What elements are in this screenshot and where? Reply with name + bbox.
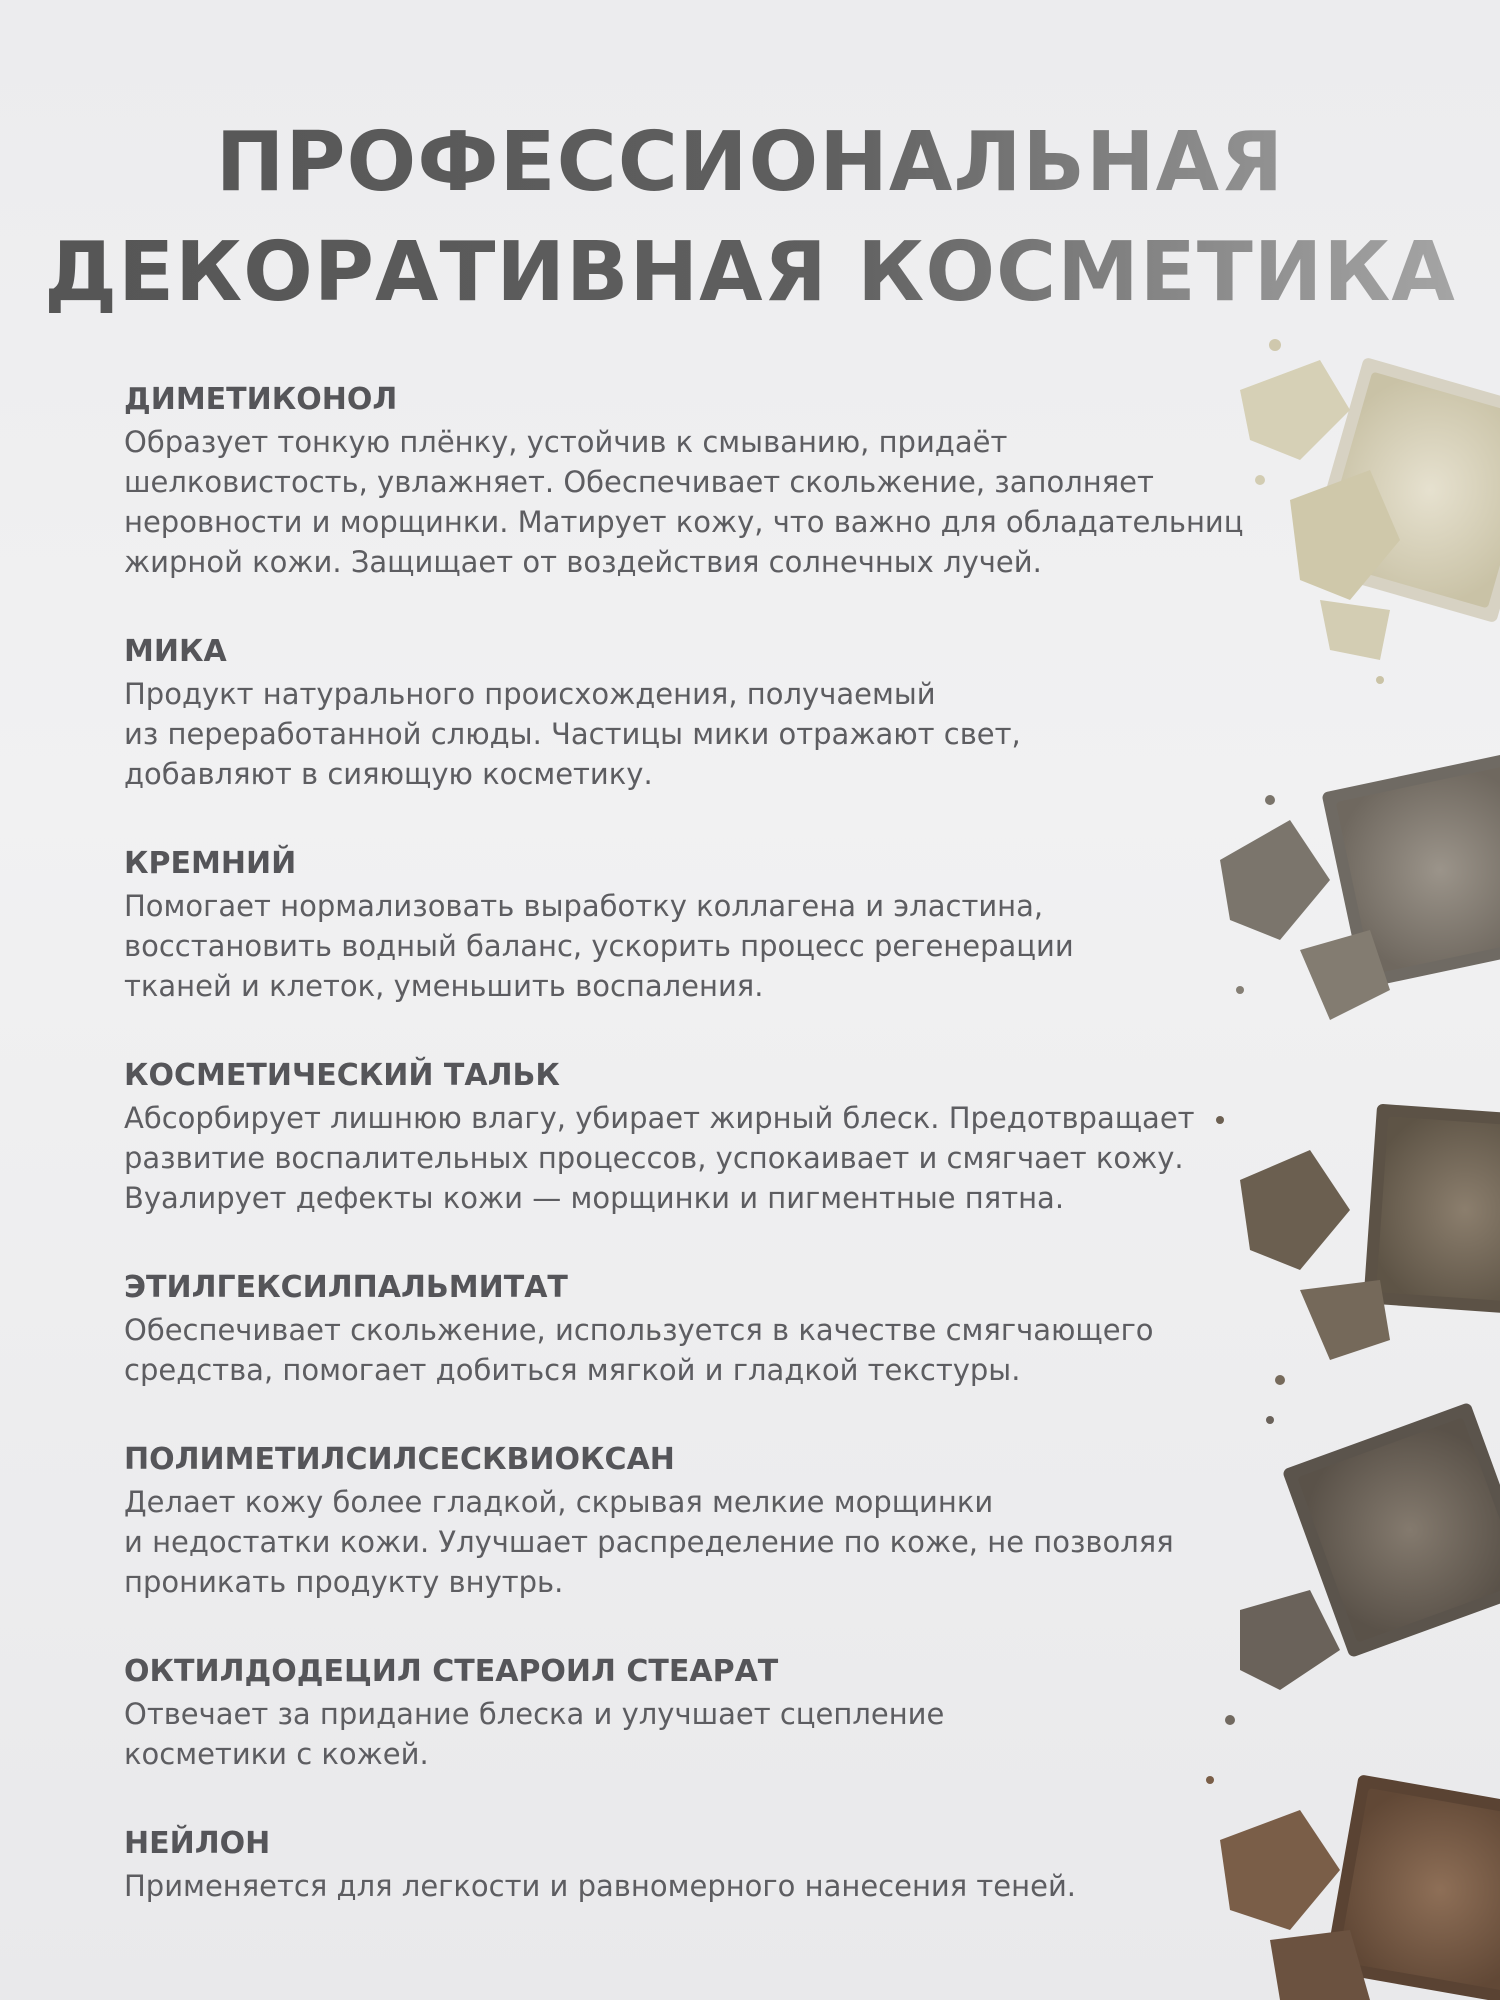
dark-taupe-eyeshadow-pan <box>1225 1402 1500 1725</box>
ingredient-name: ДИМЕТИКОНОЛ <box>124 382 398 417</box>
ingredient-description-line: Обеспечивает скольжение, используется в качестве смягчающего <box>124 1313 1154 1347</box>
ingredient-name: КОСМЕТИЧЕСКИЙ ТАЛЬК <box>124 1058 560 1093</box>
ingredient-name: НЕЙЛОН <box>124 1826 271 1861</box>
ingredient-item <box>124 842 1254 1006</box>
ingredient-item <box>124 1266 1254 1390</box>
taupe-eyeshadow-pan <box>1220 751 1500 1020</box>
ingredient-name: ОКТИЛДОДЕЦИЛ СТЕАРОИЛ СТЕАРАТ <box>124 1654 779 1689</box>
ingredient-item <box>124 378 1254 582</box>
ingredient-item <box>124 1054 1254 1218</box>
page-title <box>0 108 1500 328</box>
ingredient-name: ЭТИЛГЕКСИЛПАЛЬМИТАТ <box>124 1270 568 1305</box>
ingredient-description-line: средства, помогает добиться мягкой и гладкой текстуры. <box>124 1353 1021 1387</box>
ingredient-description-line: Продукт натурального происхождения, получаемый <box>124 677 936 711</box>
ingredient-name: ПОЛИМЕТИЛСИЛСЕСКВИОКСАН <box>124 1442 675 1477</box>
ingredient-name: МИКА <box>124 634 227 669</box>
ingredient-description-line: косметики с кожей. <box>124 1737 429 1771</box>
ingredient-description-line: Применяется для легкости и равномерного нанесения теней. <box>124 1869 1077 1903</box>
ingredient-description-line: Отвечает за придание блеска и улучшает сцепление <box>124 1697 945 1731</box>
ingredient-description-line: шелковистость, увлажняет. Обеспечивает скольжение, заполняет <box>124 465 1154 499</box>
ingredient-item <box>124 1822 1254 1906</box>
warm-brown-eyeshadow-pan <box>1206 1774 1500 2000</box>
ingredient-description-line: тканей и клеток, уменьшить воспаления. <box>124 969 764 1003</box>
ingredient-item <box>124 630 1254 794</box>
ingredient-description-line: Делает кожу более гладкой, скрывая мелкие морщинки <box>124 1485 994 1519</box>
eyeshadow-decoration <box>1180 300 1500 2000</box>
ingredient-description-line: из переработанной слюды. Частицы мики отражают свет, <box>124 717 1021 751</box>
ingredient-description-line: неровности и морщинки. Матирует кожу, что важно для обладательниц <box>124 505 1244 539</box>
ingredient-description-line: восстановить водный баланс, ускорить процесс регенерации <box>124 929 1074 963</box>
ingredient-item <box>124 1438 1254 1602</box>
ingredients-list <box>124 378 1254 1954</box>
ingredient-description-line: Образует тонкую плёнку, устойчив к смыванию, придаёт <box>124 425 1008 459</box>
ingredient-item <box>124 1650 1254 1774</box>
beige-eyeshadow-pan <box>1240 339 1500 684</box>
ingredient-description-line: добавляют в сияющую косметику. <box>124 757 653 791</box>
ingredient-description-line: Абсорбирует лишнюю влагу, убирает жирный блеск. Предотвращает <box>124 1101 1195 1135</box>
ingredient-description-line: жирной кожи. Защищает от воздействия солнечных лучей. <box>124 545 1042 579</box>
brown-eyeshadow-pan <box>1216 1104 1500 1385</box>
ingredient-description-line: проникать продукту внутрь. <box>124 1565 564 1599</box>
ingredient-description-line: Вуалирует дефекты кожи — морщинки и пигментные пятна. <box>124 1181 1065 1215</box>
ingredient-description-line: и недостатки кожи. Улучшает распределение по коже, не позволяя <box>124 1525 1174 1559</box>
title-line-2: ДЕКОРАТИВНАЯ КОСМЕТИКА <box>44 225 1456 320</box>
ingredient-description-line: Помогает нормализовать выработку коллагена и эластина, <box>124 889 1044 923</box>
title-line-1: ПРОФЕССИОНАЛЬНАЯ <box>215 115 1285 210</box>
ingredient-name: КРЕМНИЙ <box>124 846 297 881</box>
ingredient-description-line: развитие воспалительных процессов, успокаивает и смягчает кожу. <box>124 1141 1184 1175</box>
